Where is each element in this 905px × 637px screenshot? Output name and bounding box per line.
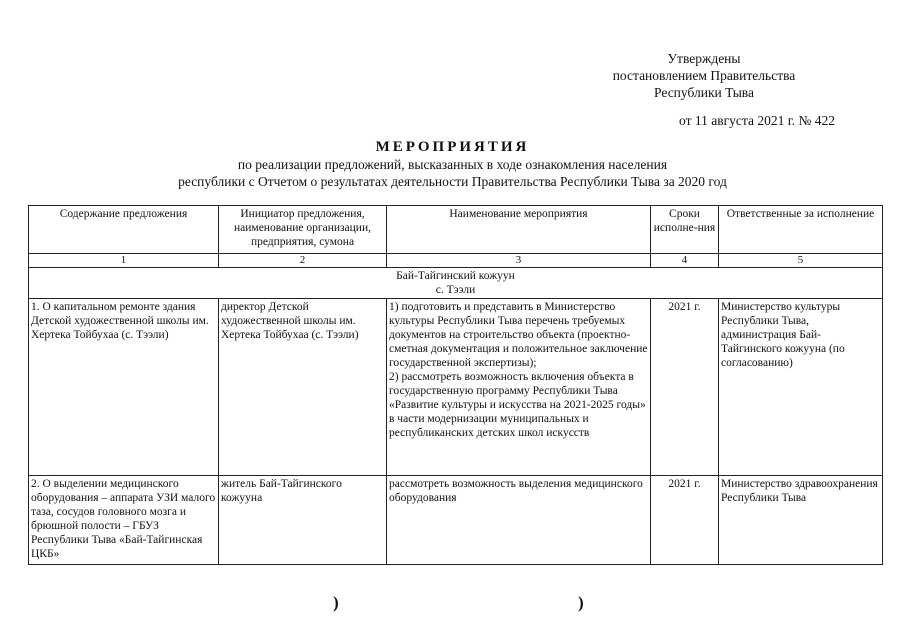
initiator-cell: житель Бай-Тайгинского кожууна xyxy=(219,476,387,565)
table-header-row xyxy=(29,206,883,254)
table-row xyxy=(29,299,883,476)
column-number: 3 xyxy=(387,254,651,268)
header-initiator: Инициатор предложения, наименование организации, предприятия, сумона xyxy=(219,206,387,254)
document-subtitle-line-1: по реализации предложений, высказанных в ходе ознакомления населения xyxy=(237,157,668,172)
measure-item-2: 2) рассмотреть возможность включения объекта в государственную программу Республики Тыва «Развитие культуры и искусства на 2021-2025 годы» в части модернизации муниципальных и республиканских детских школ искусств xyxy=(389,371,646,439)
measures-table xyxy=(28,205,883,565)
scan-mark: ) xyxy=(333,593,339,612)
approval-line-2: постановлением Правительства xyxy=(612,68,796,83)
column-number: 1 xyxy=(29,254,219,268)
deadline-cell: 2021 г. xyxy=(651,299,719,476)
document-title: МЕРОПРИЯТИЯ xyxy=(375,139,530,155)
deadline-cell: 2021 г. xyxy=(651,476,719,565)
section-row xyxy=(29,268,883,299)
column-number: 4 xyxy=(651,254,719,268)
document-subtitle-line-2: республики с Отчетом о результатах деятельности Правительства Республики Тыва за 2020 год xyxy=(178,174,727,189)
table-row xyxy=(29,476,883,565)
scan-mark: ) xyxy=(578,593,584,612)
section-district: Бай-Тайгинский кожуун xyxy=(396,270,515,282)
responsible-cell: Министерство культуры Республики Тыва, администрация Бай-Тайгинского кожууна (по согласованию) xyxy=(719,299,883,476)
measure-cell: рассмотреть возможность выделения медицинского оборудования xyxy=(387,476,651,565)
approval-line-3: Республики Тыва xyxy=(654,85,754,100)
proposal-cell: 1. О капитальном ремонте здания Детской художественной школы им. Хертека Тойбухаа (с. Тээли) xyxy=(29,299,219,476)
approval-block xyxy=(589,50,819,101)
header-deadline: Сроки исполне-ния xyxy=(651,206,719,254)
column-number: 2 xyxy=(219,254,387,268)
header-measure: Наименование мероприятия xyxy=(387,206,651,254)
title-block xyxy=(0,138,905,190)
section-village: с. Тээли xyxy=(435,284,476,296)
measure-item-1: 1) подготовить и представить в Министерство культуры Республики Тыва перечень требуемых документов на строительство объекта (проектно-сметная документация и положительное заключение государственной экспертизы); xyxy=(389,301,648,369)
header-responsible: Ответственные за исполнение xyxy=(719,206,883,254)
responsible-cell: Министерство здравоохранения Республики Тыва xyxy=(719,476,883,565)
decree-date: от 11 августа 2021 г. № 422 xyxy=(679,113,835,128)
measure-cell xyxy=(387,299,651,476)
column-number-row xyxy=(29,254,883,268)
column-number: 5 xyxy=(719,254,883,268)
proposal-cell: 2. О выделении медицинского оборудования – аппарата УЗИ малого таза, сосудов головного мозга и брюшной полости – ГБУЗ Республики Тыва «Бай-Тайгинская ЦКБ» xyxy=(29,476,219,565)
section-heading xyxy=(29,268,883,299)
initiator-cell: директор Детской художественной школы им. Хертека Тойбухаа (с. Тээли) xyxy=(219,299,387,476)
header-proposal: Содержание предложения xyxy=(29,206,219,254)
approval-line-1: Утверждены xyxy=(667,51,741,66)
